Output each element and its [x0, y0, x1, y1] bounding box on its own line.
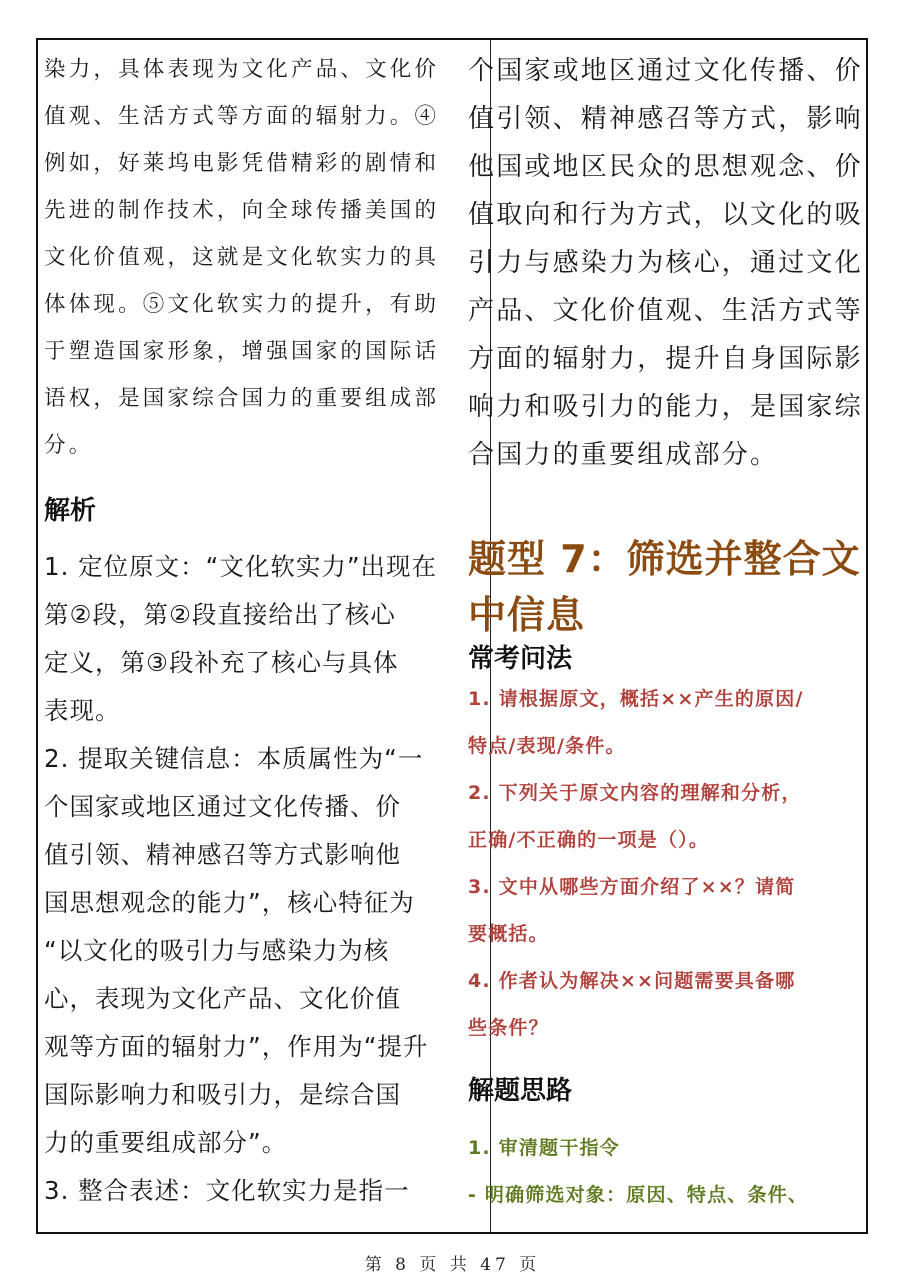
intro-line: 语权，是国家综合国力的重要组成部	[44, 386, 440, 411]
analysis-line: 表现。	[44, 696, 121, 725]
answer-line: 他国或地区民众的思想观念、价	[468, 152, 863, 182]
analysis-line: 值引领、精神感召等方式影响他	[44, 840, 401, 869]
analysis-line: 3. 整合表述：文化软实力是指一	[44, 1176, 410, 1205]
analysis-line: 观等方面的辐射力”，作用为“提升	[44, 1032, 429, 1061]
answer-line: 方面的辐射力，提升自身国际影	[468, 344, 863, 374]
common-question-line: 些条件？	[468, 1017, 549, 1039]
analysis-line: “以文化的吸引力与感染力为核	[44, 936, 390, 965]
common-question-line: 3. 文中从哪些方面介绍了××？请简	[468, 876, 796, 898]
section-title: 中信息	[468, 593, 586, 637]
analysis-line: 心，表现为文化产品、文化价值	[44, 984, 401, 1013]
answer-line: 引力与感染力为核心，通过文化	[468, 248, 863, 278]
answer-line: 合国力的重要组成部分。	[468, 440, 779, 470]
analysis-line: 定义，第③段补充了核心与具体	[44, 648, 399, 677]
intro-line: 于塑造国家形象，增强国家的国际话	[44, 339, 440, 364]
page-number-footer: 第 8 页 共 47 页	[364, 1255, 541, 1275]
intro-line: 例如，好莱坞电影凭借精彩的剧情和	[44, 151, 440, 176]
analysis-line: 第②段，第②段直接给出了核心	[44, 600, 396, 629]
analysis-line: 1. 定位原文：“文化软实力”出现在	[44, 552, 438, 581]
intro-line: 分。	[44, 433, 94, 458]
common-question-line: 1. 请根据原文，概括××产生的原因/	[468, 688, 804, 710]
analysis-line: 力的重要组成部分”。	[44, 1128, 288, 1157]
answer-line: 个国家或地区通过文化传播、价	[468, 56, 863, 86]
common-question-line: 4. 作者认为解决××问题需要具备哪	[468, 970, 796, 992]
approach-heading: 解题思路	[468, 1076, 573, 1106]
intro-line: 值观、生活方式等方面的辐射力。④	[44, 104, 440, 129]
answer-line: 值引领、精神感召等方式，影响	[468, 104, 863, 134]
intro-line: 体体现。⑤文化软实力的提升，有助	[44, 292, 440, 317]
analysis-heading: 解析	[44, 496, 97, 526]
answer-line: 响力和吸引力的能力，是国家综	[468, 392, 863, 422]
common-question-line: 要概括。	[468, 923, 549, 945]
common-question-line: 正确/不正确的一项是（）。	[468, 829, 710, 851]
page-frame	[36, 38, 868, 1234]
intro-line: 染力，具体表现为文化产品、文化价	[44, 57, 440, 82]
answer-line: 产品、文化价值观、生活方式等	[468, 296, 863, 326]
common-question-line: 2. 下列关于原文内容的理解和分析，	[468, 782, 802, 804]
intro-line: 文化价值观，这就是文化软实力的具	[44, 245, 440, 270]
analysis-line: 个国家或地区通过文化传播、价	[44, 792, 401, 821]
approach-line: 1. 审清题干指令	[468, 1137, 620, 1159]
common-question-line: 特点/表现/条件。	[468, 735, 626, 757]
intro-line: 先进的制作技术，向全球传播美国的	[44, 198, 440, 223]
answer-line: 值取向和行为方式，以文化的吸	[468, 200, 863, 230]
common-questions-heading: 常考问法	[468, 644, 573, 674]
analysis-line: 国际影响力和吸引力，是综合国	[44, 1080, 401, 1109]
section-title: 题型 7：筛选并整合文	[468, 537, 861, 581]
analysis-line: 国思想观念的能力”，核心特征为	[44, 888, 415, 917]
analysis-line: 2. 提取关键信息：本质属性为“一	[44, 744, 424, 773]
approach-line: - 明确筛选对象：原因、特点、条件、	[468, 1184, 809, 1206]
